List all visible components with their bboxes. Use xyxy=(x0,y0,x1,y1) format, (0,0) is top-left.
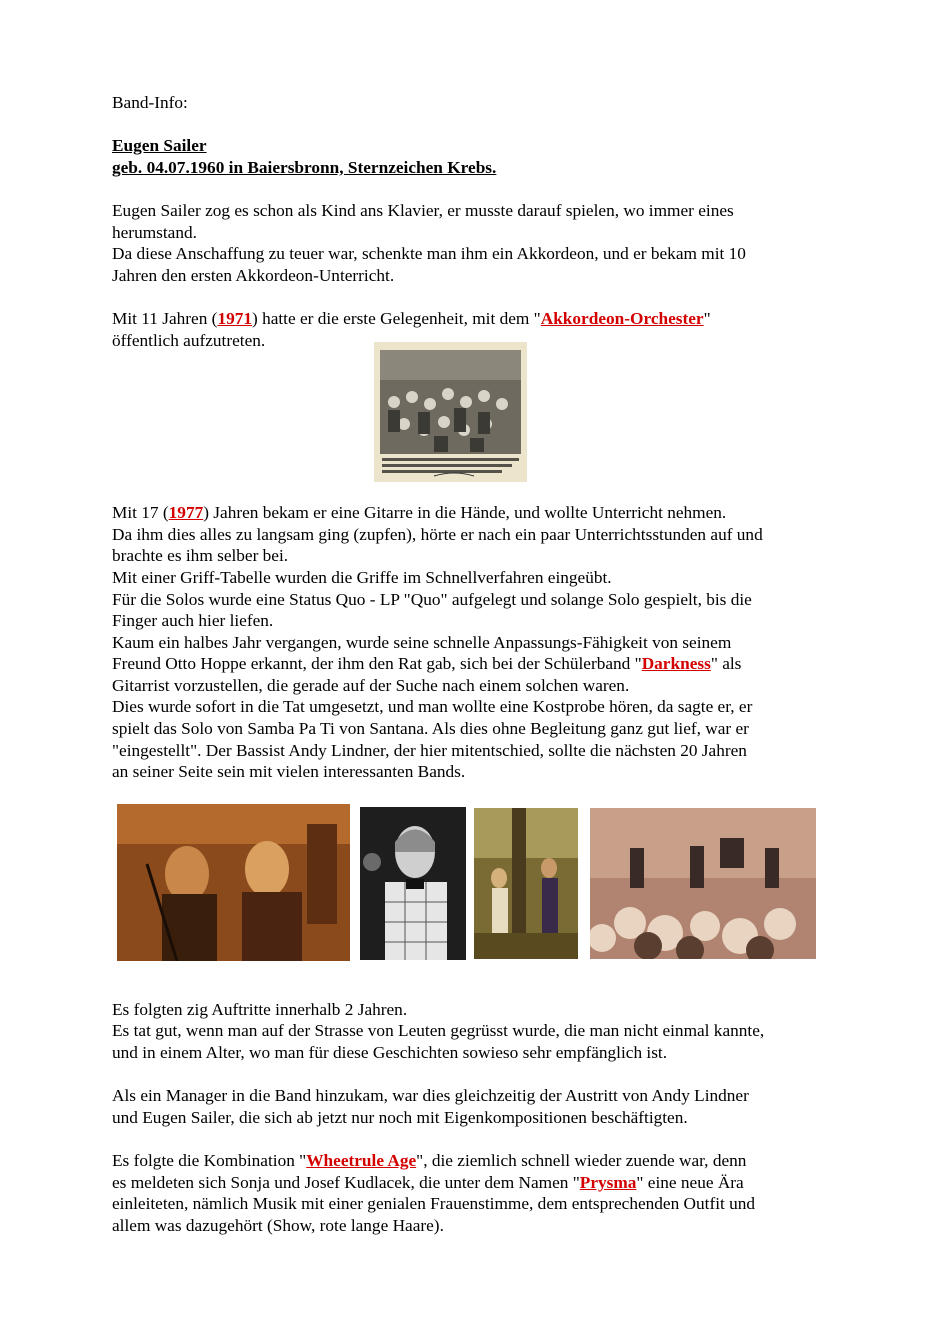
doc-title: Band-Info: xyxy=(112,93,188,112)
paragraph-3-line-2: öffentlich aufzutreten. xyxy=(112,330,266,350)
paragraph-13-line-3: einleiteten, nämlich Musik mit einer genialen Frauenstimme, dem entsprechenden Outfit und xyxy=(112,1194,756,1214)
paragraph-6: Mit einer Griff-Tabelle wurden die Griffe im Schnellverfahren eingeübt. xyxy=(112,567,612,587)
paragraph-9-line-2: spielt das Solo von Samba Pa Ti von Santana. Als dies ohne Begleitung ganz gut lief, war er xyxy=(112,719,749,739)
paragraph-8-line-2: Freund Otto Hoppe erkannt, der ihm den Rat gab, sich bei der Schülerband "Darkness" als xyxy=(112,654,742,674)
paragraph-3-line-1: Mit 11 Jahren (1971) hatte er die erste Gelegenheit, mit dem "Akkordeon-Orchester" xyxy=(112,308,711,328)
paragraph-11-line-2: und in einem Alter, wo man für diese Geschichten sowieso sehr empfänglich ist. xyxy=(112,1043,668,1063)
link-darkness[interactable]: Darkness xyxy=(641,654,711,674)
paragraph-5-line-1: Da ihm dies alles zu langsam ging (zupfen), hörte er nach ein paar Unterrichtsstunden auf und xyxy=(112,524,763,544)
paragraph-8-line-3: Gitarrist vorzustellen, die gerade auf der Suche nach einem solchen waren. xyxy=(112,675,630,695)
paragraph-13-line-4: allem was dazugehört (Show, rote lange Haare). xyxy=(112,1215,444,1235)
paragraph-4: Mit 17 (1977) Jahren bekam er eine Gitarre in die Hände, und wollte Unterricht nehmen. xyxy=(112,503,727,523)
audience-concert-photo xyxy=(590,808,816,959)
link-wheetrule-age[interactable]: Wheetrule Age xyxy=(306,1151,417,1170)
link-akkordeon-orchester[interactable]: Akkordeon-Orchester xyxy=(540,308,704,328)
paragraph-2-line-1: Da diese Anschaffung zu teuer war, schenkte man ihm ein Akkordeon, und er bekam mit 10 xyxy=(112,244,746,264)
paragraph-7-line-2: Finger auch hier liefen. xyxy=(112,611,274,631)
paragraph-1-line-2: herumstand. xyxy=(112,222,197,242)
paragraph-9-line-1: Dies wurde sofort in die Tat umgesetzt, und man wollte eine Kostprobe hören, da sagte er, er xyxy=(112,697,753,717)
paragraph-13-line-1: Es folgte die Kombination "Wheetrule Age", die ziemlich schnell wieder zuende war, denn xyxy=(112,1151,747,1170)
paragraph-1-line-1: Eugen Sailer zog es schon als Kind ans Klavier, er musste darauf spielen, wo immer eines xyxy=(112,200,734,220)
link-1977[interactable]: 1977 xyxy=(168,503,204,523)
paragraph-7-line-1: Für die Solos wurde eine Status Quo - LP "Quo" aufgelegt und solange Solo gespielt, bis die xyxy=(112,589,752,609)
paragraph-12-line-1: Als ein Manager in die Band hinzukam, war dies gleichzeitig der Austritt von Andy Lindner xyxy=(112,1086,749,1106)
paragraph-5-line-2: brachte es ihm selber bei. xyxy=(112,546,289,566)
paragraph-8-line-1: Kaum ein halbes Jahr vergangen, wurde seine schnelle Anpassungs-Fähigkeit von seinem xyxy=(112,632,732,652)
newspaper-clipping-image xyxy=(374,342,527,482)
birth-info-heading: geb. 04.07.1960 in Baiersbronn, Sternzeichen Krebs. xyxy=(112,157,497,177)
paragraph-9-line-4: an seiner Seite sein mit vielen interessanten Bands. xyxy=(112,762,466,782)
guitarist-photo xyxy=(360,807,466,960)
paragraph-2-line-2: Jahren den ersten Akkordeon-Unterricht. xyxy=(112,265,395,285)
link-1971[interactable]: 1971 xyxy=(217,308,252,328)
paragraph-10: Es folgten zig Auftritte innerhalb 2 Jahren. xyxy=(112,999,408,1019)
paragraph-9-line-3: "eingestellt". Der Bassist Andy Lindner, der hier mitentschied, sollte die nächsten 20 Jahren xyxy=(112,740,747,760)
outdoor-band-photo xyxy=(474,808,578,959)
paragraph-11-line-1: Es tat gut, wenn man auf der Strasse von Leuten gegrüsst wurde, die man nicht einmal kannte, xyxy=(112,1021,765,1041)
document-body xyxy=(112,92,842,1236)
concert-photo-1 xyxy=(117,804,350,961)
paragraph-12-line-2: und Eugen Sailer, die sich ab jetzt nur noch mit Eigenkompositionen beschäftigten. xyxy=(112,1107,688,1127)
link-prysma[interactable]: Prysma xyxy=(579,1172,637,1192)
paragraph-13-line-2: es meldeten sich Sonja und Josef Kudlacek, die unter dem Namen "Prysma" eine neue Ära xyxy=(112,1172,744,1192)
person-name-heading: Eugen Sailer xyxy=(112,136,207,156)
